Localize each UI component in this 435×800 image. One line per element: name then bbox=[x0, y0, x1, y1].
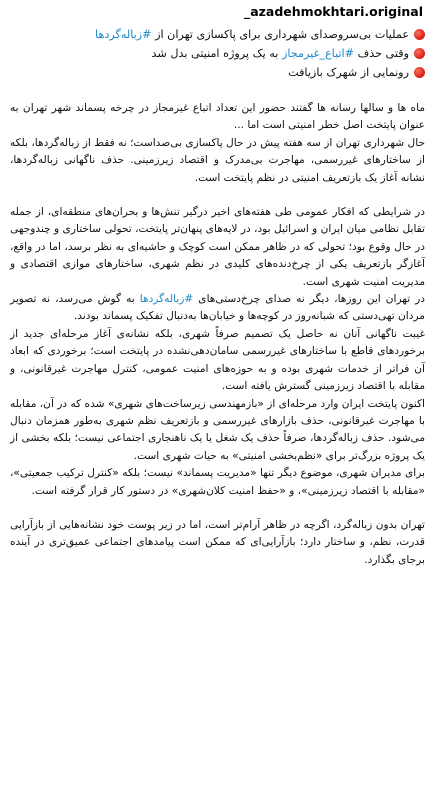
hashtag-link[interactable]: #اتباع_غیرمجاز bbox=[281, 47, 355, 60]
hashtag-link[interactable]: #زباله‌گردها bbox=[139, 293, 194, 306]
header-dash: _ bbox=[243, 4, 251, 19]
red-circle-icon bbox=[414, 67, 425, 78]
headline-list bbox=[10, 25, 425, 82]
paragraph: اکنون پایتخت ایران وارد مرحله‌ای از «بازمهندسی زیرساخت‌های شهری» شده که در آن، مقابله با مهاجرت غیرقانونی، حذف بازارهای غیررسمی و بازتعریف نظم شهری به‌طور همزمان دنبال می‌شود. حذف زباله‌گردها، صرفاً حذف یک شغل یا یک ناهنجاری اجتماعی نیست؛ بلکه بخشی از یک پروژه بزرگ‌تر برای «نظم‌بخشی امنیتی» به حیات شهری است. bbox=[9, 397, 425, 462]
red-circle-icon bbox=[414, 48, 425, 59]
headline-text: رونمایی از شهرک بازیافت bbox=[288, 66, 409, 79]
headline-text: عملیات بی‌سروصدای شهرداری برای پاکسازی تهران از #زباله‌گردها bbox=[95, 28, 409, 41]
paragraph: غیبت ناگهانی آنان نه حاصل یک تصمیم صرفاً شهری، بلکه نشانه‌ی آغاز مرحله‌ای جدید از برخوردهای قاطع با ساختارهای غیررسمی سامان‌دهی‌نشده در پایتخت است؛ برخوردی که ابعاد آن فراتر از خدمات شهری بوده و به حوزه‌های امنیت عمومی، کنترل مهاجرت غیرقانونی، و مقابله با اقتصاد زیرزمینی گسترش یافته است. bbox=[10, 327, 425, 393]
hashtag-link[interactable]: #زباله‌گردها bbox=[95, 28, 152, 41]
headline-item bbox=[10, 63, 425, 82]
article-body bbox=[10, 100, 425, 569]
headline-text: وقتی حذف #اتباع_غیرمجاز به یک پروژه امنیتی بدل شد bbox=[151, 47, 409, 60]
headline-item bbox=[10, 44, 425, 63]
paragraph: در شرایطی که افکار عمومی طی هفته‌های اخیر درگیر تنش‌ها و بحران‌های منطقه‌ای، از جمله تقابل نظامی میان ایران و اسرائیل بود، در لایه‌های پنهان‌تر پایتخت، تحولی ساختاری و چندوجهی در حال وقوع بود؛ تحولی که در ظاهر ممکن است کوچک و حاشیه‌ای به نظر برسد، اما در واقع، آغازگر بازتعریف یکی از چرخ‌دنده‌های کلیدی در نظم شهری، ساختارهای موازی اقتصادی و مدیریت امنیت شهری است. bbox=[10, 206, 425, 288]
account-header bbox=[8, 4, 423, 24]
red-circle-icon bbox=[414, 29, 425, 40]
paragraph: برای مدیران شهری، موضوع دیگر تنها «مدیریت پسماند» نیست؛ بلکه «کنترل ترکیب جمعیتی»، «مقابله با اقتصاد زیرزمینی»، و «حفظ امنیت کلان‌شهری» در دستور کار قرار گرفته است. bbox=[10, 467, 425, 497]
paragraph: حال شهرداری تهران از سه هفته پیش در حال پاکسازی بی‌صداست؛ نه فقط از زباله‌گردها، بلکه از ساختارهای غیررسمی، مهاجرت بی‌مدرک و اقتصاد زیرزمینی. حذف ناگهانی زباله‌گردها، نشانه آغاز یک بازتعریف امنیتی در نظم پایتخت است. bbox=[10, 136, 425, 184]
paragraph: تهران بدون زباله‌گرد، اگرچه در ظاهر آرام‌تر است، اما در زیر پوست خود نشانه‌هایی از بازآرایی قدرت، نظم، و ساختار دارد؛ بازآرایی‌ای که ممکن است پیامدهای اجتماعی عمیق‌تری در آینده برجای بگذارد. bbox=[10, 518, 425, 566]
paragraph: در تهران این روزها، دیگر نه صدای چرخ‌دستی‌های #زباله‌گردها به گوش می‌رسد، نه تصویر مردان تهی‌دستی که شبانه‌روز در کوچه‌ها و خیابان‌ها به‌دنبال تفکیک پسماند بودند. bbox=[10, 293, 426, 323]
paragraph: ماه ها و سالها رسانه ها گفتند حضور این تعداد اتباع غیرمجاز در چرخه پسماند شهر تهران به عنوان پایتخت اصل خطر امنیتی است اما ... bbox=[10, 102, 425, 132]
account-handle[interactable]: azadehmokhtari.original bbox=[250, 4, 423, 19]
headline-item bbox=[10, 25, 425, 44]
